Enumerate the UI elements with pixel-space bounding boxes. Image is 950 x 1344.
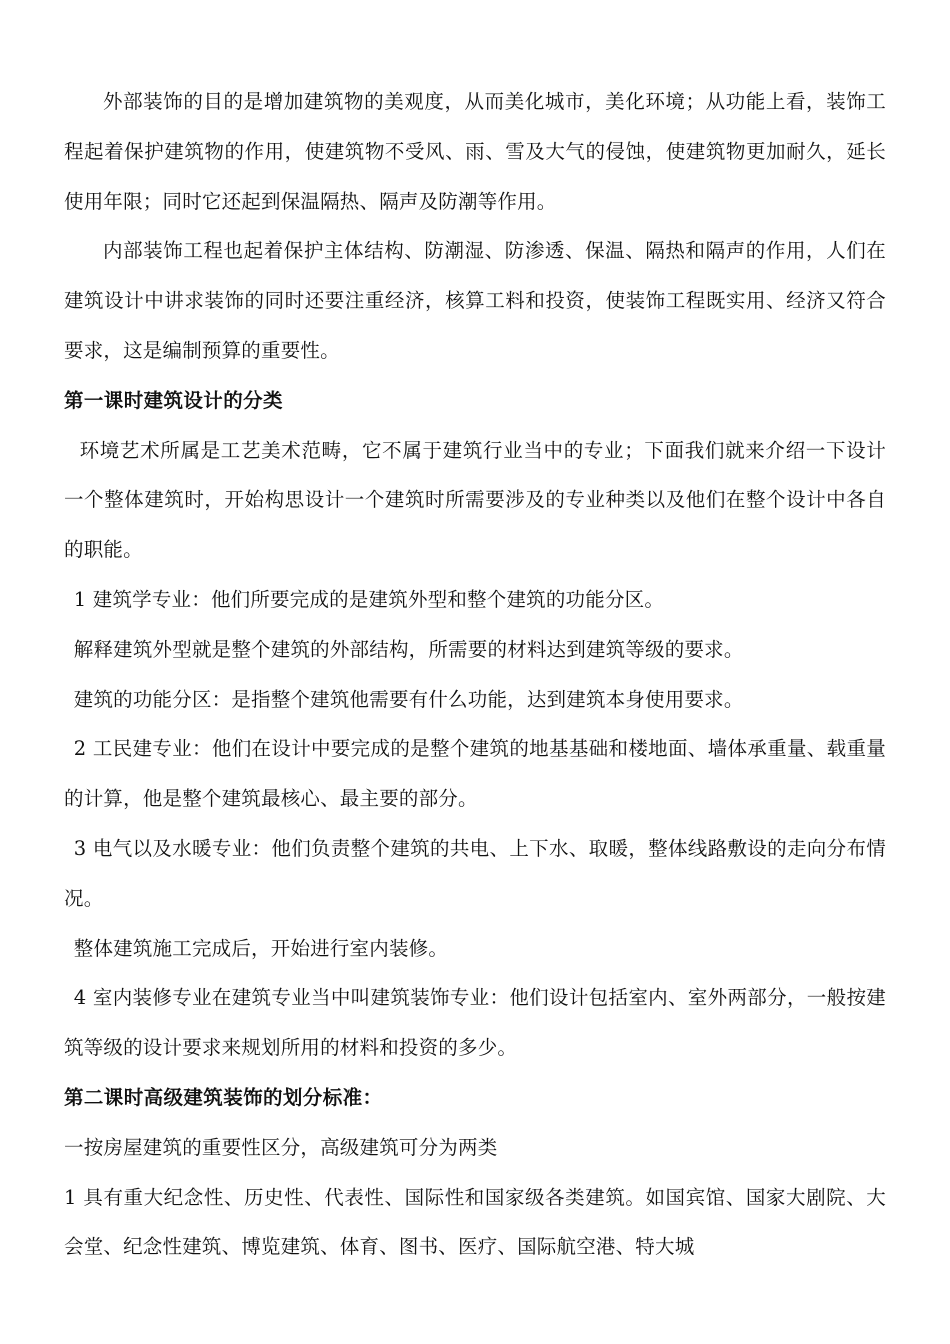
paragraph-environment-art: 环境艺术所属是工艺美术范畴，它不属于建筑行业当中的专业；下面我们就来介绍一下设计一个整体建筑时，开始构思设计一个建筑时所需要涉及的专业种类以及他们在整个设计中各自的职能。 <box>64 438 886 562</box>
section-heading-2: 第二课时高级建筑装饰的划分标准： <box>64 1085 383 1109</box>
list-item-architecture: 1 建筑学专业：他们所要完成的是建筑外型和整个建筑的功能分区。 <box>73 587 665 611</box>
paragraph-exterior-explanation: 解释建筑外型就是整个建筑的外部结构，所需要的材料达到建筑等级的要求。 <box>73 637 744 661</box>
paragraph-function-zoning: 建筑的功能分区：是指整个建筑他需要有什么功能，达到建筑本身使用要求。 <box>73 687 744 711</box>
paragraph-classification: 一按房屋建筑的重要性区分，高级建筑可分为两类 <box>64 1135 498 1159</box>
paragraph-construction-complete: 整体建筑施工完成后，开始进行室内装修。 <box>73 936 449 960</box>
list-item-civil-engineering: 2 工民建专业：他们在设计中要完成的是整个建筑的地基基础和楼地面、墙体承重量、载重量的计算，他是整个建筑最核心、最主要的部分。 <box>64 737 886 811</box>
list-item-interior-decoration: 4 室内装修专业在建筑专业当中叫建筑装饰专业：他们设计包括室内、室外两部分，一般按建筑等级的设计要求来规划所用的材料和投资的多少。 <box>64 986 886 1060</box>
document-page <box>64 77 886 1272</box>
paragraph-exterior-decoration: 外部装饰的目的是增加建筑物的美观度，从而美化城市，美化环境；从功能上看，装饰工程起着保护建筑物的作用，使建筑物不受风、雨、雪及大气的侵蚀，使建筑物更加耐久，延长使用年限；同时它还起到保温隔热、隔声及防潮等作用。 <box>64 90 886 213</box>
list-item-electrical-plumbing: 3 电气以及水暖专业：他们负责整个建筑的共电、上下水、取暖，整体线路敷设的走向分布情况。 <box>64 836 886 910</box>
section-heading-1: 第一课时建筑设计的分类 <box>64 388 283 412</box>
list-item-significant-buildings: 1 具有重大纪念性、历史性、代表性、国际性和国家级各类建筑。如国宾馆、国家大剧院、大会堂、纪念性建筑、博览建筑、体育、图书、医疗、国际航空港、特大城 <box>64 1185 886 1259</box>
paragraph-interior-decoration: 内部装饰工程也起着保护主体结构、防潮湿、防渗透、保温、隔热和隔声的作用，人们在建筑设计中讲求装饰的同时还要注重经济，核算工料和投资，使装饰工程既实用、经济又符合要求，这是编制预算的重要性。 <box>64 239 886 362</box>
